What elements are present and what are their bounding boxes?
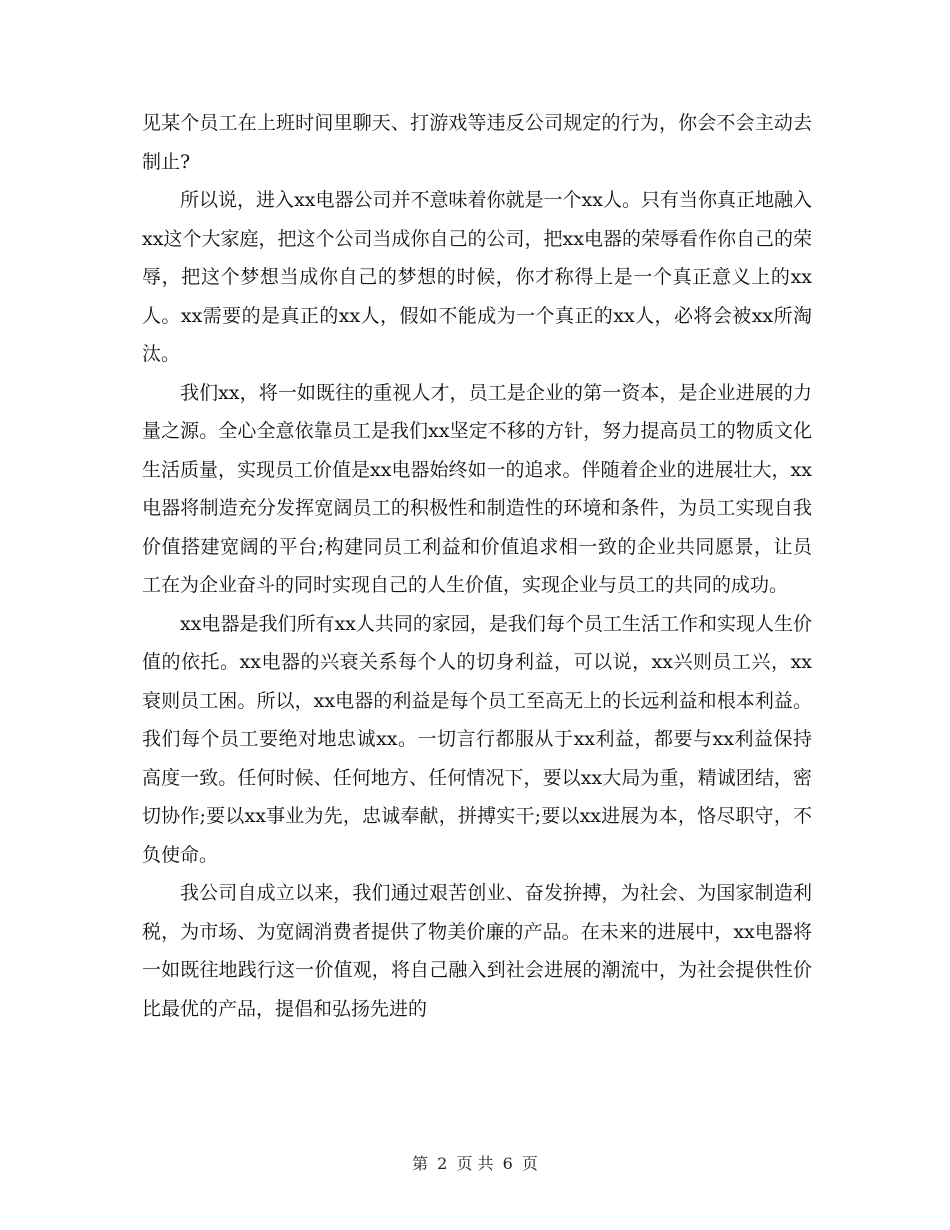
footer-current-page: 2 [437, 1154, 448, 1173]
footer-middle: 页 共 [456, 1154, 494, 1173]
paragraph-4: xx电器是我们所有xx人共同的家园，是我们每个员工生活工作和实现人生价值的依托。xx电器的兴衰关系每个人的切身利益，可以说，xx兴则员工兴，xx衰则员工困。所以，xx电器的利益是每个员工至高无上的长远利益和根本利益。我们每个员工要绝对地忠诚xx。一切言行都服从于xx利益，都要与xx利益保持高度一致。任何时候、任何地方、任何情况下，要以xx大局为重，精诚团结，密切协作;要以xx事业为先，忠诚奉献，拼搏实干;要以xx进展为本，恪尽职守，不负使命。 [142, 612, 812, 866]
paragraph-2: 所以说，进入xx电器公司并不意味着你就是一个xx人。只有当你真正地融入xx这个大家庭，把这个公司当成你自己的公司，把xx电器的荣辱看作你自己的荣辱，把这个梦想当成你自己的梦想的时候，你才称得上是一个真正意义上的xx人。xx需要的是真正的xx人，假如不能成为一个真正的xx人，必将会被xx所淘汰。 [142, 189, 812, 365]
page-footer [0, 1152, 950, 1176]
paragraph-3: 我们xx，将一如既往的重视人才，员工是企业的第一资本，是企业进展的力量之源。全心全意依靠员工是我们xx坚定不移的方针，努力提高员工的物质文化生活质量，实现员工价值是xx电器始终如一的追求。伴随着企业的进展壮大，xx电器将制造充分发挥宽阔员工的积极性和制造性的环境和条件，为员工实现自我价值搭建宽阔的平台;构建同员工利益和价值追求相一致的企业共同愿景，让员工在为企业奋斗的同时实现自己的人生价值，实现企业与员工的共同的成功。 [142, 381, 812, 596]
document-body [142, 104, 812, 1028]
footer-total-pages: 6 [502, 1154, 513, 1173]
footer-prefix: 第 [412, 1154, 429, 1173]
footer-suffix: 页 [521, 1154, 538, 1173]
paragraph-1: 见某个员工在上班时间里聊天、打游戏等违反公司规定的行为，你会不会主动去制止? [142, 112, 812, 173]
paragraph-5: 我公司自成立以来，我们通过艰苦创业、奋发拚搏，为社会、为国家制造利税，为市场、为宽阔消费者提供了物美价廉的产品。在未来的进展中，xx电器将一如既往地践行这一价值观，将自己融入到社会进展的潮流中，为社会提供性价比最优的产品，提倡和弘扬先进的 [142, 882, 812, 1020]
